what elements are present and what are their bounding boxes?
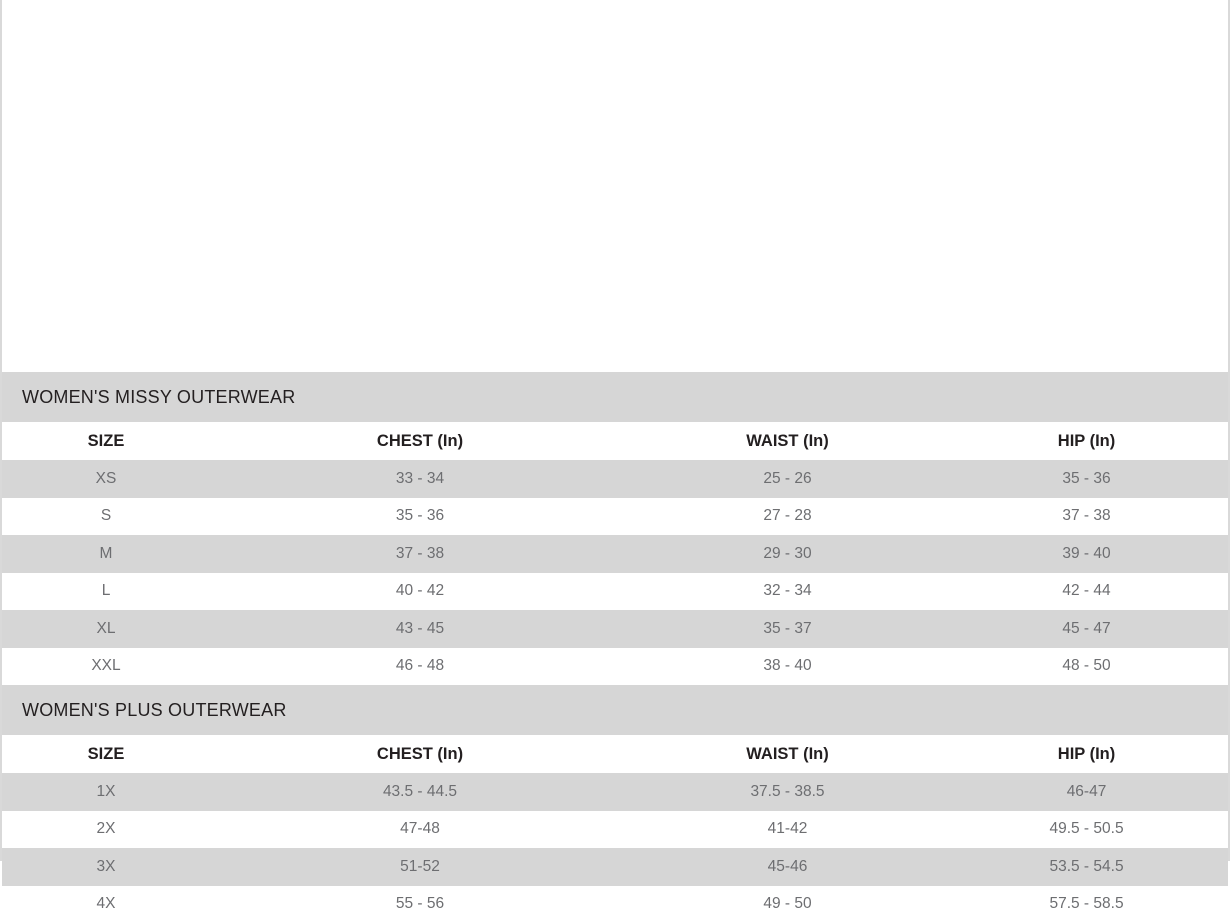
cell-waist: 38 - 40 [630,648,945,686]
cell-hip: 37 - 38 [945,498,1228,536]
column-header-hip: HIP (In) [945,422,1228,460]
table-row [2,573,1228,611]
table-row [2,811,1228,849]
section-title: WOMEN'S PLUS OUTERWEAR [2,685,1228,735]
column-header-waist: WAIST (In) [630,422,945,460]
cell-waist: 32 - 34 [630,573,945,611]
cell-size: L [2,573,210,611]
column-header-waist: WAIST (In) [630,735,945,773]
table-row [2,848,1228,886]
cell-waist: 25 - 26 [630,460,945,498]
cell-size: XL [2,610,210,648]
cell-hip: 45 - 47 [945,610,1228,648]
cell-size: 3X [2,848,210,886]
column-header-row [2,422,1228,460]
cell-chest: 55 - 56 [210,886,630,923]
cell-waist: 27 - 28 [630,498,945,536]
cell-size: S [2,498,210,536]
cell-size: M [2,535,210,573]
cell-waist: 35 - 37 [630,610,945,648]
cell-waist: 45-46 [630,848,945,886]
cell-hip: 42 - 44 [945,573,1228,611]
section-title: WOMEN'S MISSY OUTERWEAR [2,372,1228,422]
section-title-row [2,372,1228,422]
column-header-chest: CHEST (In) [210,735,630,773]
cell-waist: 49 - 50 [630,886,945,923]
cell-chest: 43.5 - 44.5 [210,773,630,811]
column-header-size: SIZE [2,735,210,773]
cell-chest: 37 - 38 [210,535,630,573]
cell-hip: 46-47 [945,773,1228,811]
cell-waist: 37.5 - 38.5 [630,773,945,811]
cell-waist: 29 - 30 [630,535,945,573]
cell-chest: 46 - 48 [210,648,630,686]
cell-chest: 40 - 42 [210,573,630,611]
column-header-hip: HIP (In) [945,735,1228,773]
table-row [2,498,1228,536]
cell-size: 4X [2,886,210,923]
cell-hip: 35 - 36 [945,460,1228,498]
plus-outerwear-table [2,685,1228,923]
cell-chest: 43 - 45 [210,610,630,648]
cell-hip: 49.5 - 50.5 [945,811,1228,849]
table-row [2,886,1228,923]
table-row [2,535,1228,573]
cell-chest: 47-48 [210,811,630,849]
cell-chest: 33 - 34 [210,460,630,498]
table-row [2,610,1228,648]
cell-hip: 57.5 - 58.5 [945,886,1228,923]
column-header-size: SIZE [2,422,210,460]
missy-outerwear-table [2,372,1228,685]
cell-hip: 53.5 - 54.5 [945,848,1228,886]
cell-waist: 41-42 [630,811,945,849]
cell-chest: 35 - 36 [210,498,630,536]
table-row [2,460,1228,498]
column-header-chest: CHEST (In) [210,422,630,460]
cell-size: 1X [2,773,210,811]
cell-chest: 51-52 [210,848,630,886]
column-header-row [2,735,1228,773]
section-title-row [2,685,1228,735]
cell-size: XS [2,460,210,498]
cell-hip: 39 - 40 [945,535,1228,573]
cell-hip: 48 - 50 [945,648,1228,686]
table-row [2,648,1228,686]
blank-top-area [2,0,1228,372]
table-row [2,773,1228,811]
cell-size: 2X [2,811,210,849]
cell-size: XXL [2,648,210,686]
